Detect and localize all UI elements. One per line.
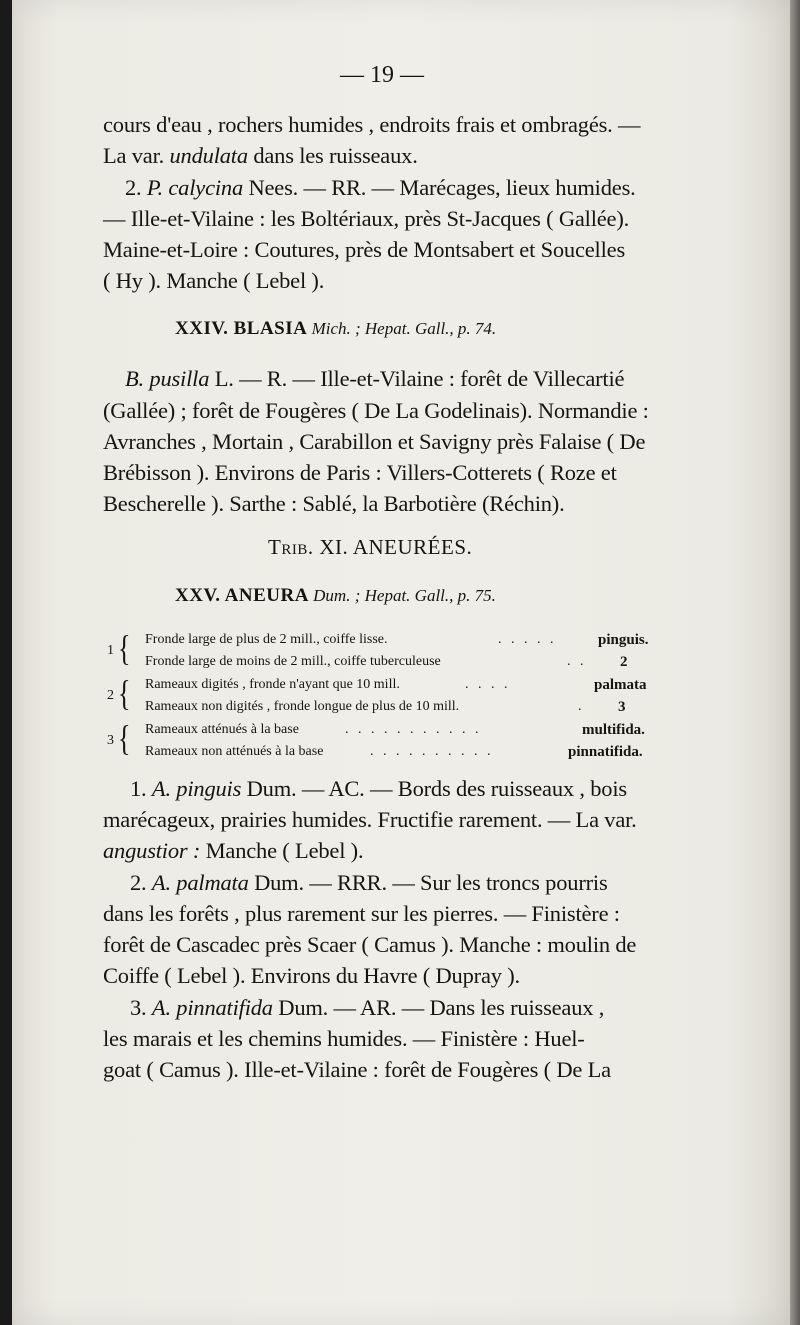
- key-text: Fronde large de plus de 2 mill., coiffe lisse.: [145, 632, 388, 647]
- brace-icon: {: [118, 718, 131, 759]
- text-line: les marais et les chemins humides. — Finistère : Huel-: [103, 1026, 585, 1051]
- key-text: Rameaux non digités , fronde longue de plus de 10 mill.: [145, 699, 460, 714]
- text-line: dans les forêts , plus rarement sur les pierres. — Finistère :: [103, 901, 620, 926]
- key-dots: . . . .: [465, 677, 511, 692]
- key-number: 3: [107, 733, 114, 748]
- text-line: angustior : Manche ( Lebel ).: [103, 838, 364, 863]
- key-number: 1: [107, 643, 114, 658]
- key-result: pinnatifida.: [568, 744, 643, 760]
- key-text: Rameaux atténués à la base: [145, 722, 299, 737]
- heading-genus: ANEURA: [224, 585, 308, 606]
- key-dots: . . . . . . . . . .: [370, 744, 494, 759]
- text-line: cours d'eau , rochers humides , endroits frais et ombragés. —: [103, 112, 641, 137]
- key-number: 2: [107, 688, 114, 703]
- text-line: marécageux, prairies humides. Fructifie rarement. — La var.: [103, 807, 637, 832]
- page-edge: [790, 0, 800, 1325]
- key-text: Fronde large de moins de 2 mill., coiffe tuberculeuse: [145, 654, 441, 669]
- key-result: 3: [618, 699, 626, 715]
- heading-reference: Mich. ; Hepat. Gall., p. 74.: [311, 319, 497, 338]
- text-line: Bescherelle ). Sarthe : Sablé, la Barbotière (Réchin).: [103, 491, 565, 516]
- tribe-heading: [268, 535, 472, 560]
- heading-genus: BLASIA: [233, 318, 307, 339]
- text-line: La var. undulata dans les ruisseaux.: [103, 143, 418, 168]
- text-line: Brébisson ). Environs de Paris : Villers-Cotterets ( Roze et: [103, 460, 617, 485]
- brace-icon: {: [118, 673, 131, 714]
- key-dots: . .: [567, 654, 587, 669]
- text-line: B. pusilla L. — R. — Ille-et-Vilaine : forêt de Villecartié: [125, 366, 625, 391]
- text-line: — Ille-et-Vilaine : les Boltériaux, près St-Jacques ( Gallée).: [103, 206, 630, 231]
- page-number: — 19 —: [340, 62, 424, 88]
- key-result: multifida.: [582, 722, 645, 738]
- key-dots: . . . . . . . . . . .: [345, 722, 482, 737]
- trib-small: RIB: [281, 542, 308, 558]
- text-line: 2. A. palmata Dum. — RRR. — Sur les troncs pourris: [130, 870, 608, 895]
- text-line: 2. P. calycina Nees. — RR. — Marécages, lieux humides.: [125, 175, 636, 200]
- key-text: Rameaux non atténués à la base: [145, 744, 324, 759]
- text-line: forêt de Cascadec près Scaer ( Camus ). Manche : moulin de: [103, 932, 637, 957]
- genus-heading: [175, 318, 496, 340]
- key-text: Rameaux digités , fronde n'ayant que 10 mill.: [145, 677, 400, 692]
- text-line: Maine-et-Loire : Coutures, près de Montsabert et Soucelles: [103, 237, 625, 262]
- key-result: palmata: [594, 677, 647, 693]
- key-dots: . . . . .: [498, 632, 557, 647]
- text-line: (Gallée) ; forêt de Fougères ( De La Godelinais). Normandie :: [103, 398, 649, 423]
- genus-heading: [175, 585, 496, 607]
- heading-number: XXIV.: [175, 318, 229, 339]
- text-line: 3. A. pinnatifida Dum. — AR. — Dans les ruisseaux ,: [130, 995, 605, 1020]
- heading-number: XXV.: [175, 585, 221, 606]
- text-line: ( Hy ). Manche ( Lebel ).: [103, 268, 325, 293]
- heading-reference: Dum. ; Hepat. Gall., p. 75.: [313, 586, 496, 605]
- text-line: goat ( Camus ). Ille-et-Vilaine : forêt de Fougères ( De La: [103, 1057, 611, 1082]
- text-line: 1. A. pinguis Dum. — AC. — Bords des ruisseaux , bois: [130, 776, 627, 801]
- key-dots: .: [578, 699, 585, 714]
- key-result: pinguis.: [598, 632, 649, 648]
- trib-prefix: T: [268, 535, 282, 559]
- trib-rest: . XI. ANEURÉES.: [307, 535, 473, 559]
- text-line: Coiffe ( Lebel ). Environs du Havre ( Dupray ).: [103, 963, 520, 988]
- text-line: Avranches , Mortain , Carabillon et Savigny près Falaise ( De: [103, 429, 646, 454]
- key-result: 2: [620, 654, 628, 670]
- brace-icon: {: [118, 628, 131, 669]
